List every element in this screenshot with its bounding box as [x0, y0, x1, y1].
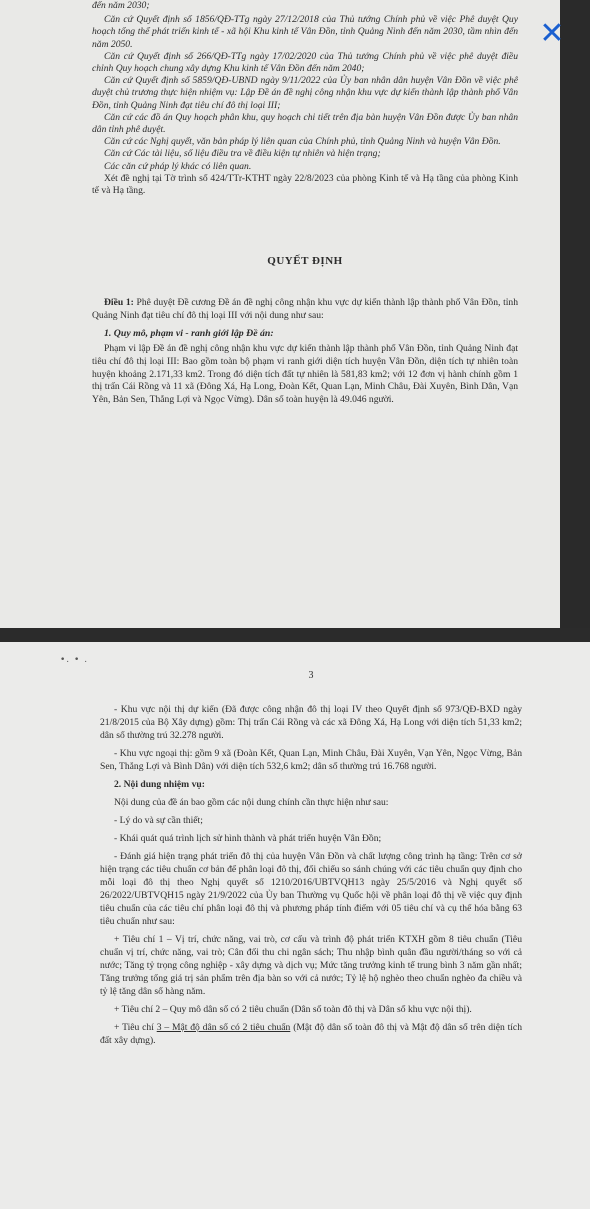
criterion-3-underlined: 3 – Mật độ dân số có 2 tiêu chuẩn	[156, 1022, 291, 1033]
article-1-label: Điều 1:	[104, 297, 134, 309]
section-2-item-1: - Lý do và sự cần thiết;	[114, 815, 203, 826]
criterion-1: + Tiêu chí 1 – Vị trí, chức năng, vai trò, cơ cấu và trình độ phát triển KTXH gồm 8 tiêu chuẩn (Tiêu chuẩn vị trí, chức năng, vai trò; Cân đối thu chi ngân sách; Thu nhập bình quân đầu người/tháng so với cả nước; Tăng tỷ trọng công nghiệp - xây dựng và dịch vụ; Mức tăng trưởng kinh tế trung bình 3 năm gần nhất; Tăng trưởng tổng giá trị sản phẩm trên địa bàn so với cả nước; Tỷ lệ hộ nghèo theo chuẩn nghèo đa chiều và tỷ lệ tăng dân số hàng năm.	[100, 934, 522, 997]
criterion-2: + Tiêu chí 2 – Quy mô dân số có 2 tiêu chuẩn (Dân số toàn đô thị và Dân số khu vực nội thị).	[114, 1004, 472, 1015]
legal-basis-1: Căn cứ Quyết định số 1856/QĐ-TTg ngày 27/12/2018 của Thủ tướng Chính phủ về việc Phê duyệt Quy hoạch tổng thể phát triển kinh tế - xã hội Khu kinh tế Vân Đồn, tỉnh Quảng Ninh đến năm 2030, tầm nhìn đến năm 2050.	[92, 14, 518, 50]
legal-basis-7: Các căn cứ pháp lý khác có liên quan.	[104, 160, 252, 172]
document-page-2	[0, 642, 590, 1209]
legal-basis-5: Căn cứ các Nghị quyết, văn bản pháp lý liên quan của Chính phủ, tỉnh Quảng Ninh và huyện Vân Đồn.	[104, 136, 501, 148]
legal-basis-3: Căn cứ Quyết định số 5859/QĐ-UBND ngày 9/11/2022 của Ủy ban nhân dân huyện Vân Đồn về việc phê duyệt chủ trương thực hiện nhiệm vụ: Lập Đề án đề nghị công nhận khu vực dự kiến thành lập thành phố Vân Đồn, tỉnh Quảng Ninh đạt tiêu chí đô thị loại III;	[92, 75, 518, 111]
section-2-item-2: - Khái quát quá trình lịch sử hình thành và phát triển huyện Vân Đồn;	[114, 833, 382, 844]
close-button[interactable]	[536, 18, 568, 50]
decision-title: QUYẾT ĐỊNH	[267, 255, 343, 268]
page-gap	[0, 628, 590, 642]
close-icon: ✕	[539, 16, 565, 51]
section-2-heading: 2. Nội dung nhiệm vụ:	[114, 779, 205, 790]
outer-city-area: - Khu vực ngoại thị: gồm 9 xã (Đoàn Kết, Quan Lạn, Minh Châu, Đài Xuyên, Vạn Yên, Ngọc Vừng, Bản Sen, Thắng Lợi và Bình Dân) với diện tích 532,6 km2; dân số thường trú 16.768 người.	[100, 748, 522, 772]
legal-basis-2: Căn cứ Quyết định số 266/QĐ-TTg ngày 17/02/2020 của Thủ tướng Chính phủ về việc phê duyệt điều chỉnh Quy hoạch chung xây dựng Khu kinh tế Vân Đồn đến năm 2040;	[92, 50, 518, 75]
criterion-3-post: (Mật độ dân số toàn đô thị và Mật độ dân số trên diện tích đất xây dựng).	[100, 1022, 522, 1046]
section-1-heading: 1. Quy mô, phạm vi - ranh giới lập Đề án:	[104, 328, 274, 340]
document-page-1	[0, 0, 560, 628]
scan-dots: •. • .	[60, 655, 89, 665]
criterion-3-pre: + Tiêu chí	[114, 1022, 157, 1033]
top-fragment: đến năm 2030;	[92, 0, 150, 11]
inner-city-area: - Khu vực nội thị dự kiến (Đã được công nhận đô thị loại IV theo Quyết định số 973/QĐ-BXD ngày 21/8/2015 của Bộ Xây dựng) gồm: Thị trấn Cái Rồng và các xã Đông Xá, Hạ Long với diện tích 51,33 km2; dân số thường trú 32.278 người.	[100, 704, 522, 741]
section-2-intro: Nội dung của đề án bao gồm các nội dung chính cần thực hiện như sau:	[114, 797, 389, 808]
article-1	[92, 297, 518, 322]
section-1-text: Phạm vi lập Đề án đề nghị công nhận khu vực dự kiến thành lập thành phố Vân Đồn, tỉnh Quảng Ninh đạt tiêu chí đô thị loại III: Bao gồm toàn bộ phạm vi ranh giới diện tích huyện Vân Đồn, diện tích tự nhiên toàn huyện khoảng 2.171,33 km2. Trong đó diện tích đất tự nhiên là 581,83 km2; với 12 đơn vị hành chính gồm 1 thị trấn Cái Rồng và 11 xã (Đông Xá, Hạ Long, Đoàn Kết, Quan Lạn, Minh Châu, Đài Xuyên, Bình Dân, Vạn Yên, Bản Sen, Thắng Lợi và Ngọc Vừng). Dân số toàn huyện là 49.046 người.	[92, 343, 518, 405]
page-number: 3	[308, 670, 314, 681]
section-2-item-3: - Đánh giá hiện trạng phát triển đô thị của huyện Vân Đồn và chất lượng công trình hạ tầng: Trên cơ sở hiện trạng các tiêu chuẩn cơ bản để phân loại đô thị, đối chiếu so sánh chúng với các tiêu chuẩn quy định cho mỗi loại đô thị theo Nghị quyết số 1210/2016/UBTVQH13 ngày 25/5/2016 và Nghị quyết số 26/2022/UBTVQH15 ngày 21/9/2022 của Ủy ban Thường vụ Quốc hội về phân loại đô thị về việc quy định tiêu chuẩn của các tiêu chí phân loại đô thị và phương pháp tính điểm với 05 tiêu chí và cụ thể hóa bằng 63 tiêu chuẩn như sau:	[100, 851, 522, 927]
proposal-paragraph: Xét đề nghị tại Tờ trình số 424/TTr-KTHT ngày 22/8/2023 của phòng Kinh tế và Hạ tầng của phòng Kinh tế và Hạ tầng.	[92, 172, 518, 197]
legal-basis-4: Căn cứ các đồ án Quy hoạch phân khu, quy hoạch chi tiết trên địa bàn huyện Vân Đồn được Ủy ban nhân dân tỉnh phê duyệt.	[92, 111, 518, 136]
legal-basis-6: Căn cứ Các tài liệu, số liệu điều tra về điều kiện tự nhiên và hiện trạng;	[104, 148, 381, 160]
article-1-text: Phê duyệt Đề cương Đề án đề nghị công nhận khu vực dự kiến thành lập thành phố Vân Đồn, tỉnh Quảng Ninh đạt tiêu chí đô thị loại III với nội dung như sau:	[92, 297, 518, 321]
criterion-3	[100, 1021, 522, 1047]
